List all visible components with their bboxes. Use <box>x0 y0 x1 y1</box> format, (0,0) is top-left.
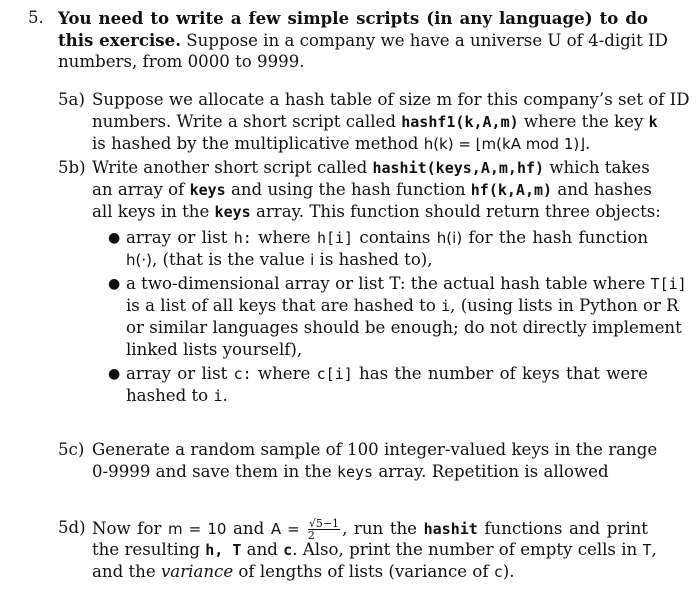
code-key: k <box>648 113 658 131</box>
code-h-i: h[i] <box>316 229 354 247</box>
bullet-3-line-1 <box>126 364 648 384</box>
code-hashit: hashit(keys,A,m,hf) <box>372 159 545 177</box>
bullet-3-line-2 <box>126 386 228 406</box>
text: . Also, print the number of empty cells in <box>292 540 643 559</box>
text: , <box>651 540 657 559</box>
text: and using the hash function <box>225 180 471 199</box>
part-c-line-1: Generate a random sample of 100 integer-valued keys in the range <box>92 440 658 459</box>
text: array or list <box>126 228 234 247</box>
text: of lengths of lists (variance of <box>233 562 494 581</box>
code-c: c <box>283 541 293 559</box>
code-hashf1: hashf1(k,A,m) <box>401 113 519 131</box>
text: for the hash function <box>462 228 649 247</box>
formula-multiplicative: h(k) = ⌊m(kA mod 1)⌋ <box>423 135 586 153</box>
text: , (that is the value <box>151 250 311 269</box>
intro-text-2: Suppose in a company we have a universe U of 4-digit ID <box>186 31 668 50</box>
text: has the number of keys that were <box>352 364 648 383</box>
part-d-line-1 <box>92 518 648 541</box>
part-d-line-3 <box>92 562 515 582</box>
italic-variance: variance <box>160 562 234 581</box>
part-a-line-2 <box>92 112 658 132</box>
text: . <box>585 134 591 153</box>
text: is hashed to), <box>314 250 433 269</box>
bullet-1-line-2 <box>126 250 433 270</box>
part-a-line-3 <box>92 134 590 154</box>
bullet-2-line-4: linked lists yourself), <box>126 340 303 359</box>
code-T-i: T[i] <box>650 275 687 293</box>
code-keys: keys <box>189 181 226 199</box>
fraction-denominator: 2 <box>307 529 315 542</box>
text: , (using lists in Python or R <box>450 296 679 315</box>
text: ). <box>502 562 515 581</box>
part-c-label: 5c) <box>58 440 85 459</box>
part-a-label: 5a) <box>58 90 85 109</box>
code-c: c <box>493 563 503 581</box>
text: and the <box>92 562 161 581</box>
code-T: T <box>642 541 652 559</box>
math-A-eq: A = <box>270 520 306 538</box>
bullet-2-line-1 <box>126 274 687 294</box>
text: array or list <box>126 364 234 383</box>
intro-bold-1: You need to write a few simple scripts (in any language) to do <box>58 8 648 28</box>
intro-line-1 <box>58 8 648 29</box>
text: hashed to <box>126 386 214 405</box>
code-h: h: <box>233 229 252 247</box>
math-m-eq-10: m = 10 <box>167 520 227 538</box>
text: and <box>226 519 271 538</box>
bullet-2-line-3: or similar languages should be enough; do not directly implement <box>126 318 682 337</box>
bullet-1-line-1 <box>126 228 648 248</box>
text: where <box>251 364 317 383</box>
text: Now for <box>92 519 168 538</box>
part-b-line-1 <box>92 158 648 178</box>
text: array. Repetition is allowed <box>373 462 609 481</box>
text: is hashed by the multiplicative method <box>92 134 424 153</box>
part-d-line-2 <box>92 540 657 560</box>
text: , run the <box>342 519 424 538</box>
text: and hashes <box>552 180 652 199</box>
fraction-golden <box>308 518 340 541</box>
bullet-icon: ● <box>108 276 121 292</box>
part-b-line-3 <box>92 202 661 222</box>
part-a-line-1: Suppose we allocate a hash table of size m for this company’s set of ID <box>92 90 690 109</box>
text: numbers. Write a short script called <box>92 112 402 131</box>
bullet-icon: ● <box>108 230 121 246</box>
code-hashit: hashit <box>423 520 478 538</box>
fraction-numerator: √5−1 <box>308 517 340 530</box>
intro-line-3: numbers, from 0000 to 9999. <box>58 52 305 71</box>
text: the resulting <box>92 540 206 559</box>
text: a two-dimensional array or list T: the actual hash table where <box>126 274 651 293</box>
math-h-i: h(i) <box>436 229 463 247</box>
bullet-icon: ● <box>108 366 121 382</box>
text: Write another short script called <box>92 158 373 177</box>
math-i: i <box>310 251 315 269</box>
code-keys: keys <box>336 463 374 481</box>
text: functions and print <box>477 519 648 538</box>
text: where the key <box>518 112 649 131</box>
part-b-line-2 <box>92 180 652 200</box>
code-i: i <box>213 387 223 405</box>
text: contains <box>353 228 437 247</box>
part-d-label: 5d) <box>58 518 86 537</box>
bullet-2-line-2 <box>126 296 679 316</box>
code-keys: keys <box>214 203 251 221</box>
text: array. This function should return three objects: <box>250 202 661 221</box>
code-i: i <box>441 297 451 315</box>
code-hf: hf(k,A,m) <box>470 181 553 199</box>
code-h-T: h, T <box>205 541 242 559</box>
text: which takes <box>544 158 650 177</box>
code-c-i: c[i] <box>316 365 353 383</box>
text: all keys in the <box>92 202 215 221</box>
text: . <box>222 386 228 405</box>
intro-line-2 <box>58 30 668 51</box>
part-c-line-2 <box>92 462 609 482</box>
intro-bold-2: this exercise. <box>58 30 181 50</box>
math-h-dot: h(·) <box>126 251 152 269</box>
text: and <box>241 540 284 559</box>
problem-number: 5. <box>28 8 44 27</box>
code-c: c: <box>233 365 252 383</box>
text: an array of <box>92 180 190 199</box>
text: is a list of all keys that are hashed to <box>126 296 442 315</box>
text: where <box>251 228 317 247</box>
text: 0-9999 and save them in the <box>92 462 337 481</box>
part-b-label: 5b) <box>58 158 86 177</box>
